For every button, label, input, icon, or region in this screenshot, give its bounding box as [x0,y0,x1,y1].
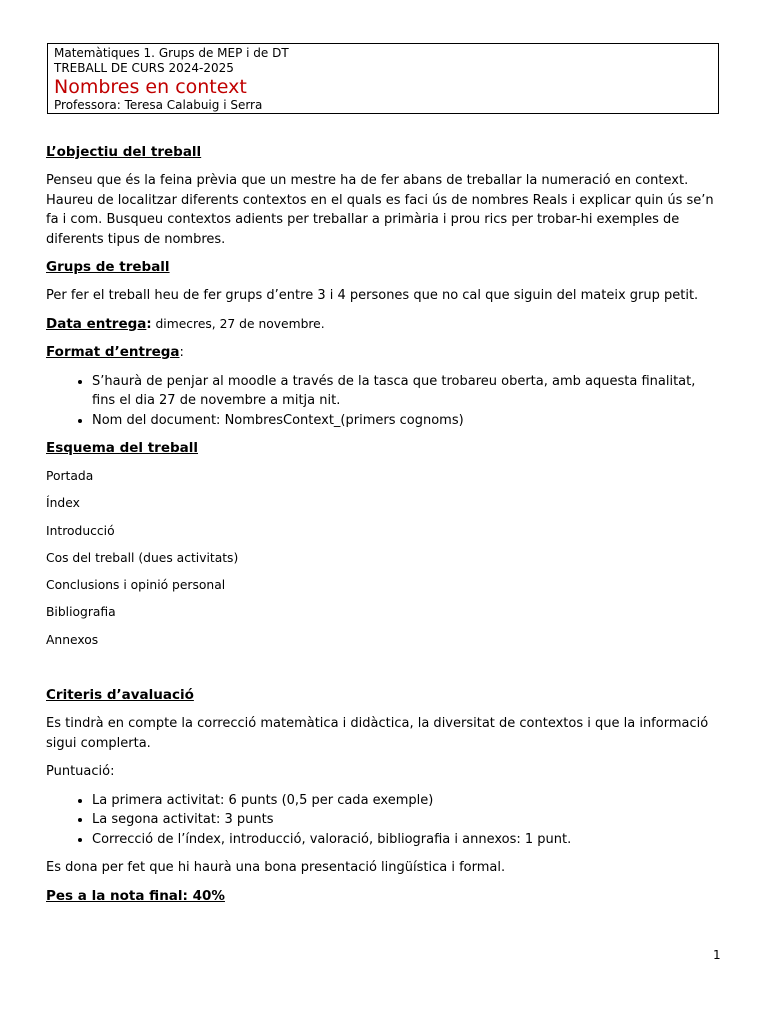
puntuacio-label: Puntuació: [46,764,115,780]
esquema-heading: Esquema del treball [46,440,199,456]
list-item: Cos del treball (dues activitats) [46,550,239,565]
course-year-line: TREBALL DE CURS 2024-2025 [54,61,234,75]
list-item: • La segona activitat: 3 punts [92,810,718,830]
esquema-list [46,467,718,650]
spacer [46,658,718,686]
criteris-closing: Es dona per fet que hi haurà una bona presentació lingüística i formal. [46,860,506,876]
list-item: Introducció [46,523,115,538]
document-body [46,143,718,915]
list-item: • La primera activitat: 6 punts (0,5 per cada exemple) [92,791,718,811]
data-entrega-colon: : [146,316,152,332]
format-list [46,372,718,431]
page-number: 1 [713,948,721,962]
format-heading: Format d’entrega [46,344,180,360]
grups-text: Per fer el treball heu de fer grups d’entre 3 i 4 persones que no cal que siguin del mateix grup petit. [46,288,699,303]
grups-heading: Grups de treball [46,259,170,275]
list-item: Portada [46,469,94,483]
list-item: • Nom del document: NombresContext_(primers cognoms) [92,411,718,431]
document-header-box [47,43,719,114]
list-item: Índex [46,496,80,511]
format-heading-line [46,343,718,363]
data-entrega-line [46,315,718,335]
list-item: Bibliografia [46,605,116,620]
puntuacio-list [46,791,718,850]
list-item: • Correcció de l’índex, introducció, valoració, bibliografia i annexos: 1 punt. [92,830,718,850]
criteris-heading: Criteris d’avaluació [46,687,194,704]
criteris-text: Es tindrà en compte la correcció matemàtica i didàctica, la diversitat de contextos i que la informació sigui complerta. [46,716,709,751]
course-line: Matemàtiques 1. Grups de MEP i de DT [54,46,289,60]
data-entrega-value: dimecres, 27 de novembre. [151,316,325,331]
list-item: • S’haurà de penjar al moodle a través de la tasca que trobareu oberta, amb aquesta finalitat, fins el dia 27 de novembre a mitja nit. [92,372,718,411]
pes-heading: Pes a la nota final: 40% [46,887,225,904]
document-title: Nombres en context [54,76,247,98]
data-entrega-label: Data entrega [46,315,147,332]
objectiu-heading: L’objectiu del treball [46,144,202,160]
objectiu-text: Penseu que és la feina prèvia que un mestre ha de fer abans de treballar la numeració en context. Haureu de localitzar diferents contextos en el quals es faci ús de nombres Reals i explicar quin ús se’n fa i com. Busqueu contextos adients per treballar a primària i prou rics per trobar-hi exemples de diferents tipus de nombres. [46,173,714,247]
list-item: Annexos [46,632,99,647]
format-colon: : [179,345,184,360]
list-item: Conclusions i opinió personal [46,578,226,593]
teacher-line: Professora: Teresa Calabuig i Serra [54,98,263,112]
